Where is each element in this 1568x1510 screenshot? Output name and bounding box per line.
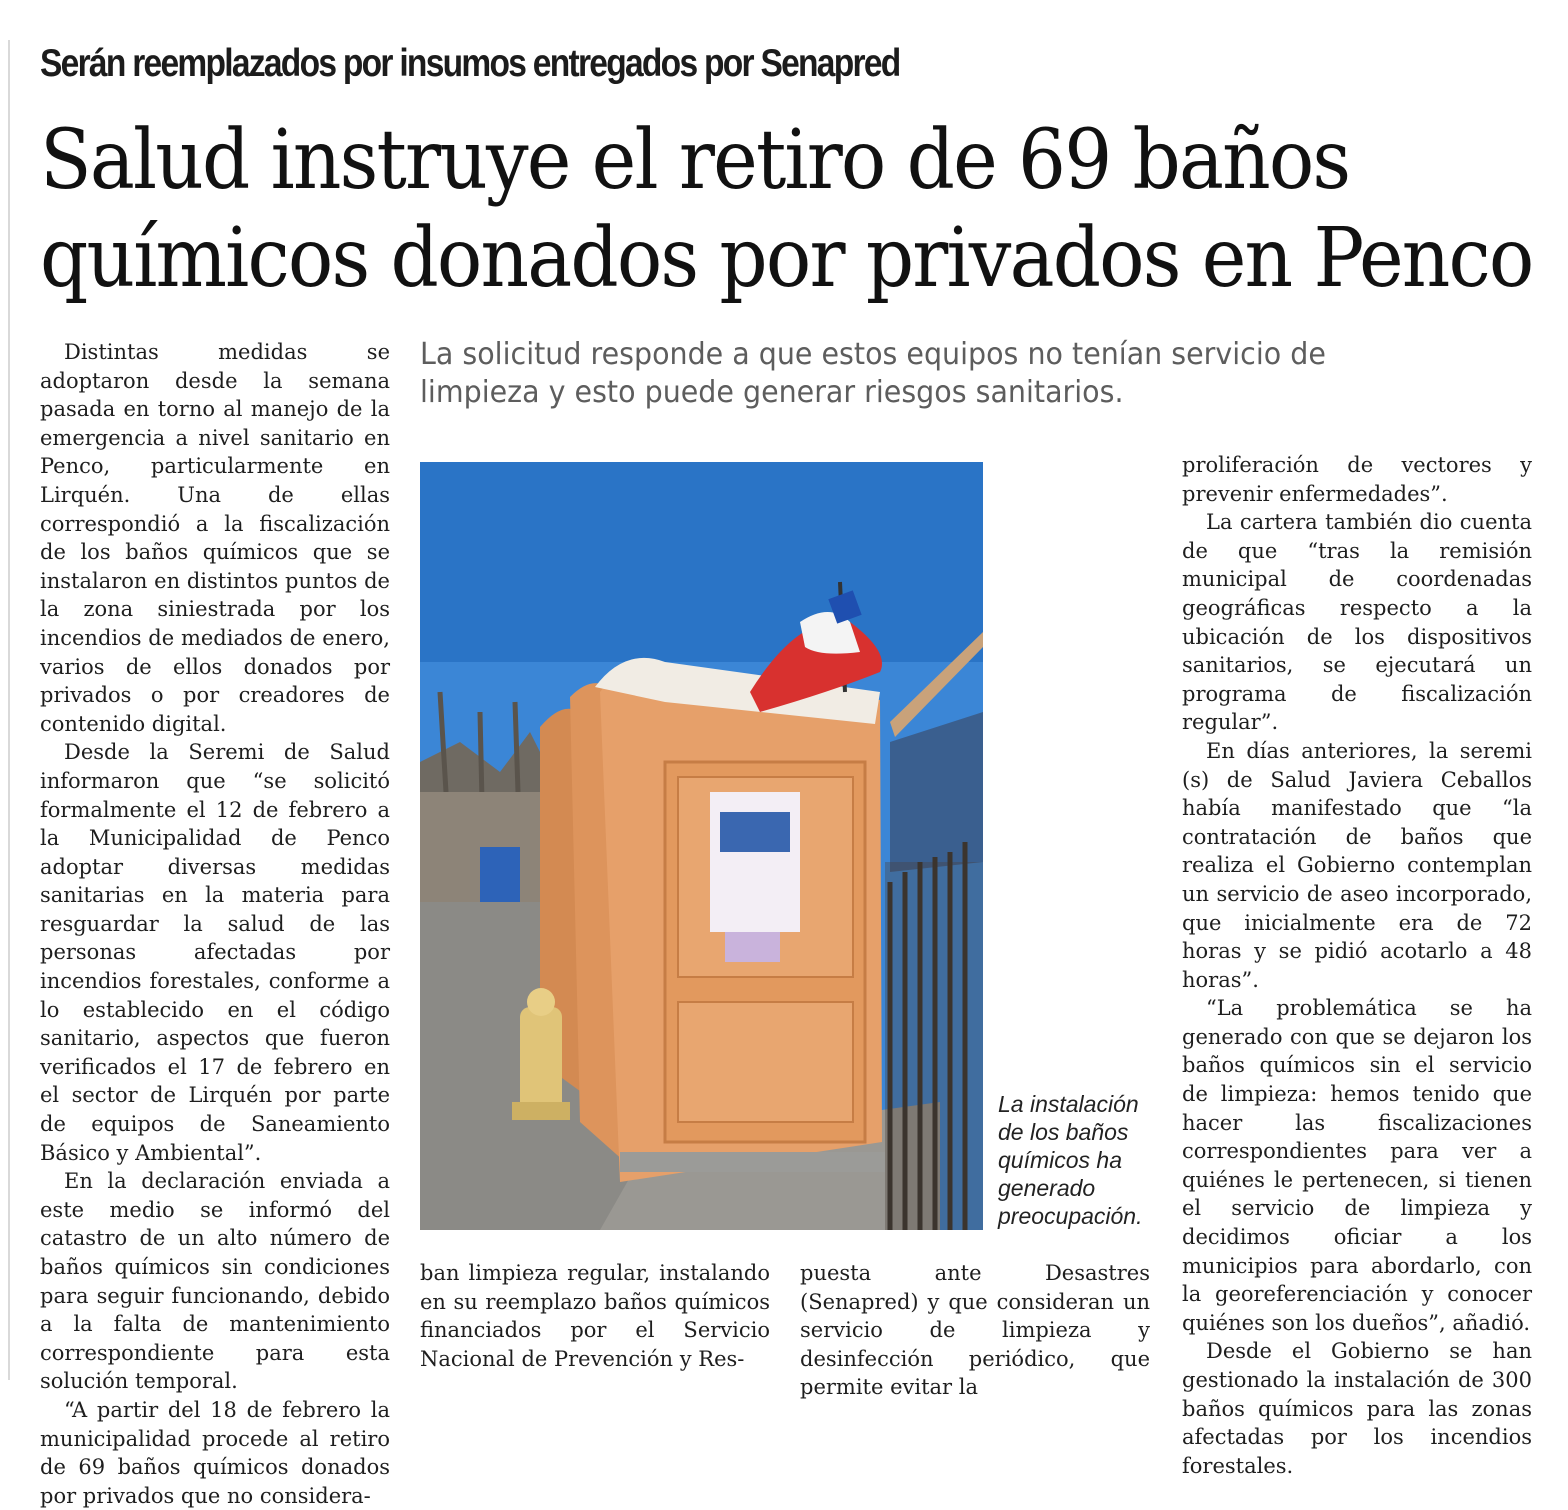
body-paragraph: En días anteriores, la seremi (s) de Salud Javiera Ceballos había manifestado que “la contratación de baños que realiza el Gobierno contemplan un servicio de aseo incorporado, que inicialmente era de 72 horas y se pidió acotarlo a 48 horas”. xyxy=(1182,738,1532,992)
photo-toilet-front xyxy=(595,658,885,1182)
caption-line: La instalación xyxy=(998,1091,1139,1117)
article-kicker: Serán reemplazados por insumos entregados por Senapred xyxy=(40,42,900,85)
body-paragraph: “La problemática se ha generado con que se dejaron los baños químicos sin el servicio de limpieza: hemos tenido que hacer las fiscalizaciones correspondientes para ver a quiénes le pertenecen, si tienen el servicio de limpieza y decidimos oficiar a los municipios para abordarlo, con la georeferenciación y conocer quiénes son los dueños”, añadió. xyxy=(1182,996,1532,1335)
body-paragraph: En la declaración enviada a este medio se informó del catastro de un alto número de baños químicos sin condiciones para seguir funcionando, debido a la falta de mantenimiento correspondiente para esta solución temporal. xyxy=(40,1169,390,1394)
deck-line: limpieza y esto puede generar riesgos sanitarios. xyxy=(420,375,1124,410)
body-column-1 xyxy=(40,338,390,1510)
column-rule xyxy=(8,40,10,1380)
deck-line: La solicitud responde a que estos equipos no tenían servicio de xyxy=(420,337,1326,372)
photo-blue-drum xyxy=(480,847,520,907)
body-column-3 xyxy=(800,1259,1150,1402)
body-column-4 xyxy=(1182,451,1532,1480)
body-paragraph: Distintas medidas se adoptaron desde la semana pasada en torno al manejo de la emergencia a nivel sanitario en Penco, particularmente en Lirquén. Una de ellas correspondió a la fiscalización de los baños químicos que se instalaron en distintos puntos de la zona siniestrada por los incendios de mediados de enero, varios de ellos donados por privados o por creadores de contenido digital. xyxy=(40,340,390,736)
photo-portable-toilets xyxy=(420,462,983,1230)
body-paragraph: La cartera también dio cuenta de que “tras la remisión municipal de coordenadas geográficas respecto a la ubicación de los dispositivos sanitarios, se ejecutará un programa de fiscalización regular”. xyxy=(1182,510,1532,735)
photo-sky-top xyxy=(420,462,983,662)
body-paragraph: ban limpieza regular, instalando en su reemplazo baños químicos financiados por el Servicio Nacional de Prevención y Res- xyxy=(420,1261,770,1371)
photo-fence xyxy=(885,842,983,1230)
caption-line: de los baños xyxy=(998,1119,1129,1145)
photo-caption xyxy=(998,1090,1158,1230)
body-paragraph: Desde el Gobierno se han gestionado la instalación de 300 baños químicos para las zonas afectadas por los incendios forestales. xyxy=(1182,1339,1532,1478)
body-paragraph: proliferación de vectores y prevenir enfermedades”. xyxy=(1182,453,1532,506)
caption-line: preocupación. xyxy=(998,1203,1143,1229)
caption-line: generado xyxy=(998,1175,1096,1201)
article-headline xyxy=(40,112,1533,308)
headline-line: químicos donados por privados en Penco xyxy=(40,211,1533,306)
caption-line: químicos ha xyxy=(998,1147,1123,1173)
body-paragraph: “A partir del 18 de febrero la municipalidad procede al retiro de 69 baños químicos donados por privados que no considera- xyxy=(40,1397,390,1508)
body-paragraph: puesta ante Desastres (Senapred) y que consideran un servicio de limpieza y desinfección periódico, que permite evitar la xyxy=(800,1261,1150,1400)
headline-line: Salud instruye el retiro de 69 baños xyxy=(40,113,1350,208)
body-paragraph: Desde la Seremi de Salud informaron que “se solicitó formalmente el 12 de febrero a la Municipalidad de Penco adoptar diversas medidas sanitarias en la materia para resguardar la salud de las personas afectadas por incendios forestales, conforme a lo establecido en el código sanitario, aspectos que fueron verificados el 17 de febrero en el sector de Lirquén por parte de equipos de Saneamiento Básico y Ambiental”. xyxy=(40,740,390,1165)
article-photo xyxy=(420,462,983,1230)
article-deck xyxy=(420,336,1484,412)
body-column-2 xyxy=(420,1259,770,1373)
